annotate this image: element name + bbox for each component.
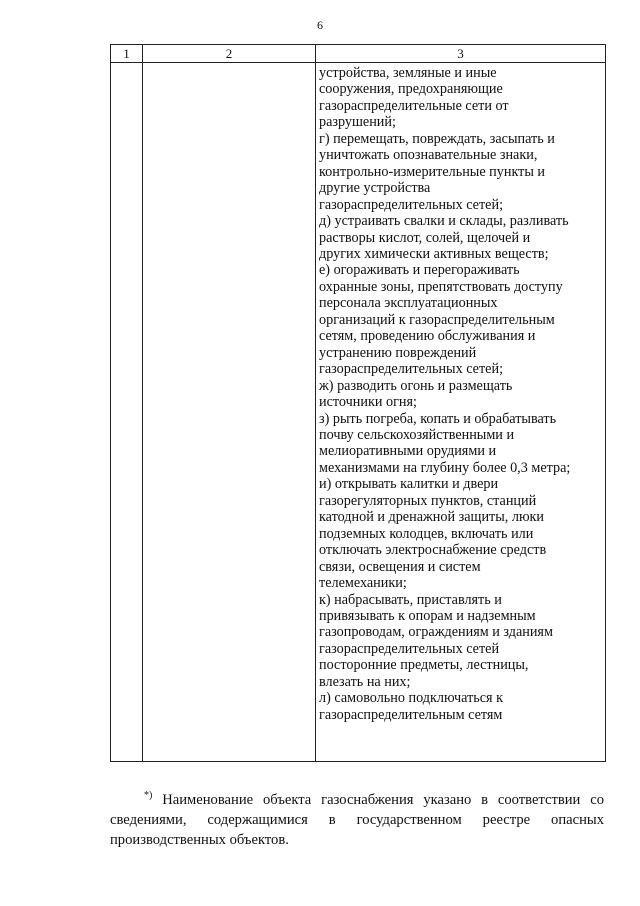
footnote-line: [110, 790, 604, 810]
text-line: телемеханики;: [319, 575, 407, 592]
text-line: з) рыть погреба, копать и обрабатывать: [319, 410, 557, 427]
text-line: разрушений;: [319, 114, 396, 131]
text-line: сетям, проведению обслуживания и: [319, 328, 536, 345]
text-line: устройства, земляные и иные: [319, 65, 497, 81]
text-line: и) открывать калитки и двери: [319, 476, 499, 493]
text-line: связи, освещения и систем: [319, 558, 481, 575]
footnote-line: сведениями, содержащимися в государственном реестре опасных: [110, 812, 604, 828]
text-line: посторонние предметы, лестницы,: [319, 657, 529, 674]
footnote-text: Наименование объекта газоснабжения указано в соответствии со: [162, 792, 604, 808]
text-line: привязывать к опорам и надземным: [319, 607, 536, 624]
text-line: л) самовольно подключаться к: [319, 690, 504, 707]
text-line: механизмами на глубину более 0,3 метра;: [319, 459, 571, 476]
footnote-mark: *): [144, 790, 153, 802]
text-line: влезать на них;: [319, 673, 411, 690]
text-line: газораспределительных сетей;: [319, 196, 504, 213]
text-line: е) огораживать и перегораживать: [319, 262, 520, 279]
text-line: растворы кислот, солей, щелочей и: [319, 229, 531, 246]
text-line: подземных колодцев, включать или: [319, 525, 534, 542]
text-line: газораспределительных сетей: [319, 640, 500, 657]
text-line: катодной и дренажной защиты, люки: [319, 509, 545, 526]
text-line: устранению повреждений: [319, 344, 477, 361]
text-line: газорегуляторных пунктов, станций: [319, 492, 537, 509]
text-line: газопроводам, ограждениям и зданиям: [319, 624, 553, 641]
cell-col1-text: [111, 63, 142, 65]
text-line: сооружения, предохраняющие: [319, 81, 503, 98]
page-number: 6: [317, 18, 323, 32]
text-line: газораспределительным сетям: [319, 706, 503, 723]
text-line: отключать электроснабжение средств: [319, 542, 547, 559]
table-cell-col3: [316, 63, 606, 762]
prohibitions-text: [316, 63, 605, 723]
footnote-line: производственных объектов.: [110, 832, 289, 848]
text-line: газораспределительных сетей;: [319, 361, 504, 378]
text-line: уничтожать опознавательные знаки,: [319, 147, 538, 164]
text-line: персонала эксплуатационных: [319, 295, 498, 312]
table-cell-col1: [111, 63, 143, 762]
text-line: газораспределительные сети от: [319, 97, 509, 114]
text-line: других химически активных веществ;: [319, 245, 549, 262]
column-header-1: 1: [111, 45, 143, 63]
text-line: г) перемещать, повреждать, засыпать и: [319, 130, 555, 147]
table-header-row: [111, 45, 606, 63]
text-line: другие устройства: [319, 180, 431, 197]
text-line: д) устраивать свалки и склады, разливать: [319, 213, 569, 230]
text-line: почву сельскохозяйственными и: [319, 426, 515, 443]
text-line: охранные зоны, препятствовать доступу: [319, 278, 563, 295]
column-header-2: 2: [143, 45, 316, 63]
column-header-3: 3: [316, 45, 606, 63]
document-table: [110, 44, 606, 762]
text-line: организаций к газораспределительным: [319, 311, 555, 328]
text-line: ж) разводить огонь и размещать: [319, 377, 513, 394]
cell-col2-text: [143, 63, 315, 65]
text-line: источники огня;: [319, 394, 417, 411]
text-line: мелиоративными орудиями и: [319, 443, 497, 460]
text-line: к) набрасывать, приставлять и: [319, 591, 502, 608]
table-cell-col2: [143, 63, 316, 762]
footnote: [110, 790, 604, 850]
table-row: [111, 63, 606, 762]
text-line: контрольно-измерительные пункты и: [319, 163, 546, 180]
